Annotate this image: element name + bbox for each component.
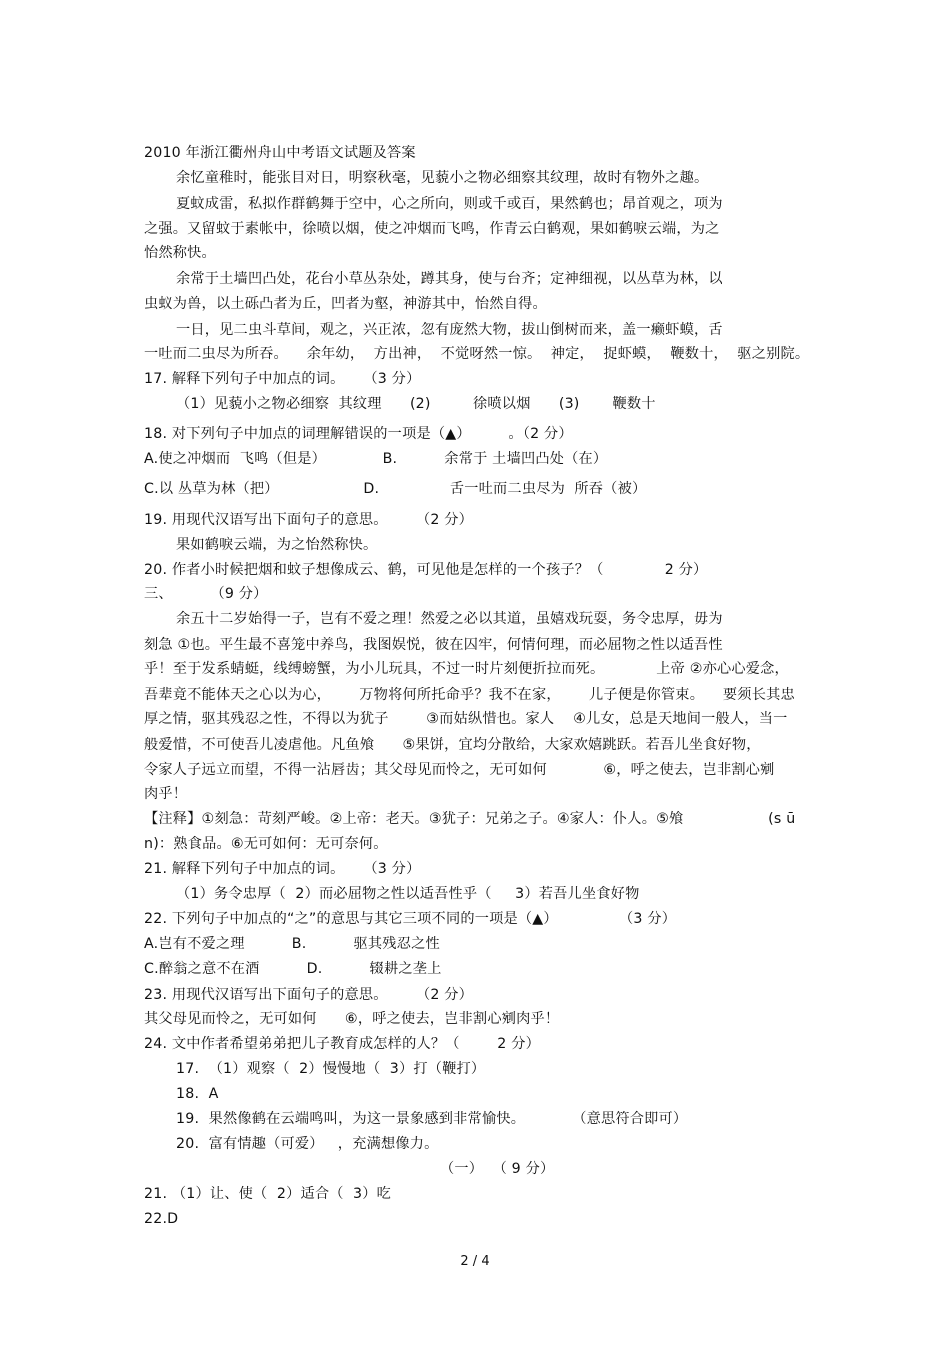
passage-line: 一日，见二虫斗草间，观之，兴正浓，忽有庞然大物，拔山倒树而来，盖一癞虾蟆，舌 — [176, 322, 723, 338]
passage-line: 刻急 ①也。平生最不喜笼中养鸟，我图娱悦，彼在囚牢，何情何理，而必屈物之性以适吾性 — [144, 637, 723, 653]
question-22-options-ab: A.岂有不爱之理 B. 驱其残忍之性 — [144, 936, 440, 952]
passage-line: 夏蚊成雷，私拟作群鹤舞于空中，心之所向，则或千或百，果然鹤也；昂首观之，项为 — [176, 196, 723, 212]
question-18-options-ab: A.使之冲烟而 飞鸣（但是） B. 余常于 土墙凹凸处（在） — [144, 451, 608, 467]
note-line: 【注释】①刻急：苛刻严峻。②上帝：老天。③犹子：兄弟之子。④家人：仆人。⑤飧 (s ū — [144, 811, 796, 827]
question-22-options-cd: C.醉翁之意不在酒 D. 辍耕之垄上 — [144, 961, 442, 977]
answer-21: 21. （1）让、使（ 2）适合（ 3）吃 — [144, 1186, 392, 1202]
passage-line: 令家人子远立而望，不得一沾唇齿；其父母见而怜之，无可如何 ⑥，呼之使去，岂非割心剜 — [144, 762, 775, 778]
question-21: 21. 解释下列句子中加点的词。 （3 分） — [144, 861, 421, 877]
note-line: n)：熟食品。⑥无可如何：无可奈何。 — [144, 836, 388, 852]
passage-line: 般爱惜，不可使吾儿凌虐他。凡鱼飧 ⑤果饼，宜均分散给，大家欢嬉跳跃。若吾儿坐食好物， — [144, 737, 761, 753]
page-number: 2 / 4 — [460, 1254, 490, 1269]
question-18-options-cd: C.以 丛草为林（把） D. 舌一吐而二虫尽为 所吞（被） — [144, 481, 647, 497]
question-17: 17. 解释下列句子中加点的词。 （3 分） — [144, 371, 421, 387]
question-20: 20. 作者小时候把烟和蚊子想像成云、鹤，可见他是怎样的一个孩子？（ 2 分） — [144, 562, 708, 578]
passage-line: 余常于土墙凹凸处，花台小草丛杂处，蹲其身，使与台齐；定神细视，以丛草为林，以 — [176, 271, 723, 287]
page-title: 2010 年浙江衢州舟山中考语文试题及答案 — [144, 145, 416, 161]
passage-line: 怡然称快。 — [144, 245, 216, 261]
question-19: 19. 用现代汉语写出下面句子的意思。 （2 分） — [144, 512, 474, 528]
answer-line: 17. （1）观察（ 2）慢慢地（ 3）打（鞭打） — [176, 1061, 486, 1077]
passage-line: 余忆童稚时，能张目对日，明察秋毫，见藐小之物必细察其纹理，故时有物外之趣。 — [176, 170, 709, 186]
answer-line: 20. 富有情趣（可爱） ，充满想像力。 — [176, 1136, 439, 1152]
section-3-heading: 三、 （9 分） — [144, 586, 268, 602]
question-21-items: （1）务令忠厚（ 2）而必屈物之性以适吾性乎（ 3）若吾儿坐食好物 — [176, 886, 640, 902]
passage-line: 乎！至于发系蜻蜓，线缚螃蟹，为小儿玩具，不过一时片刻便折拉而死。 上帝 ②亦心心爱念， — [144, 661, 789, 677]
passage-line: 之强。又留蚊于素帐中，徐喷以烟，使之冲烟而飞鸣，作青云白鹤观，果如鹤唳云端，为之 — [144, 221, 720, 237]
question-24: 24. 文中作者希望弟弟把儿子教育成怎样的人？（ 2 分） — [144, 1036, 541, 1052]
passage-line: 余五十二岁始得一子，岂有不爱之理！然爱之必以其道，虽嬉戏玩耍，务令忠厚，毋为 — [176, 611, 723, 627]
answer-22: 22.D — [144, 1211, 179, 1227]
passage-line: 一吐而二虫尽为所吞。 余年幼， 方出神， 不觉呀然一惊。 神定， 捉虾蟆， 鞭数十， 驱之别院。 — [144, 346, 810, 362]
answer-line: 19. 果然像鹤在云端鸣叫，为这一景象感到非常愉快。 （意思符合即可） — [176, 1111, 688, 1127]
passage-line: 虫蚁为兽，以土砾凸者为丘，凹者为壑，神游其中，怡然自得。 — [144, 296, 547, 312]
question-17-items: （1）见藐小之物必细察 其纹理 (2) 徐喷以烟 (3) 鞭数十 — [176, 396, 656, 412]
answer-line: 18. A — [176, 1086, 219, 1102]
question-23-sentence: 其父母见而怜之，无可如何 ⑥，呼之使去，岂非割心剜肉乎！ — [144, 1011, 560, 1027]
answers-section-heading: （一） （ 9 分） — [440, 1161, 555, 1177]
question-23: 23. 用现代汉语写出下面句子的意思。 （2 分） — [144, 987, 474, 1003]
question-19-sentence: 果如鹤唳云端，为之怡然称快。 — [176, 537, 378, 553]
question-18: 18. 对下列句子中加点的词理解错误的一项是（▲） 。（2 分） — [144, 426, 573, 442]
question-22: 22. 下列句子中加点的“之”的意思与其它三项不同的一项是（▲） （3 分） — [144, 911, 677, 927]
passage-line: 肉乎！ — [144, 786, 188, 802]
passage-line: 吾辈竟不能体天之心以为心， 万物将何所托命乎？我不在家， 儿子便是你管束。 要须长其忠 — [144, 687, 795, 703]
passage-line: 厚之情，驱其残忍之性，不得以为犹子 ③而姑纵惜也。家人 ④儿女，总是天地间一般人，当一 — [144, 711, 788, 727]
